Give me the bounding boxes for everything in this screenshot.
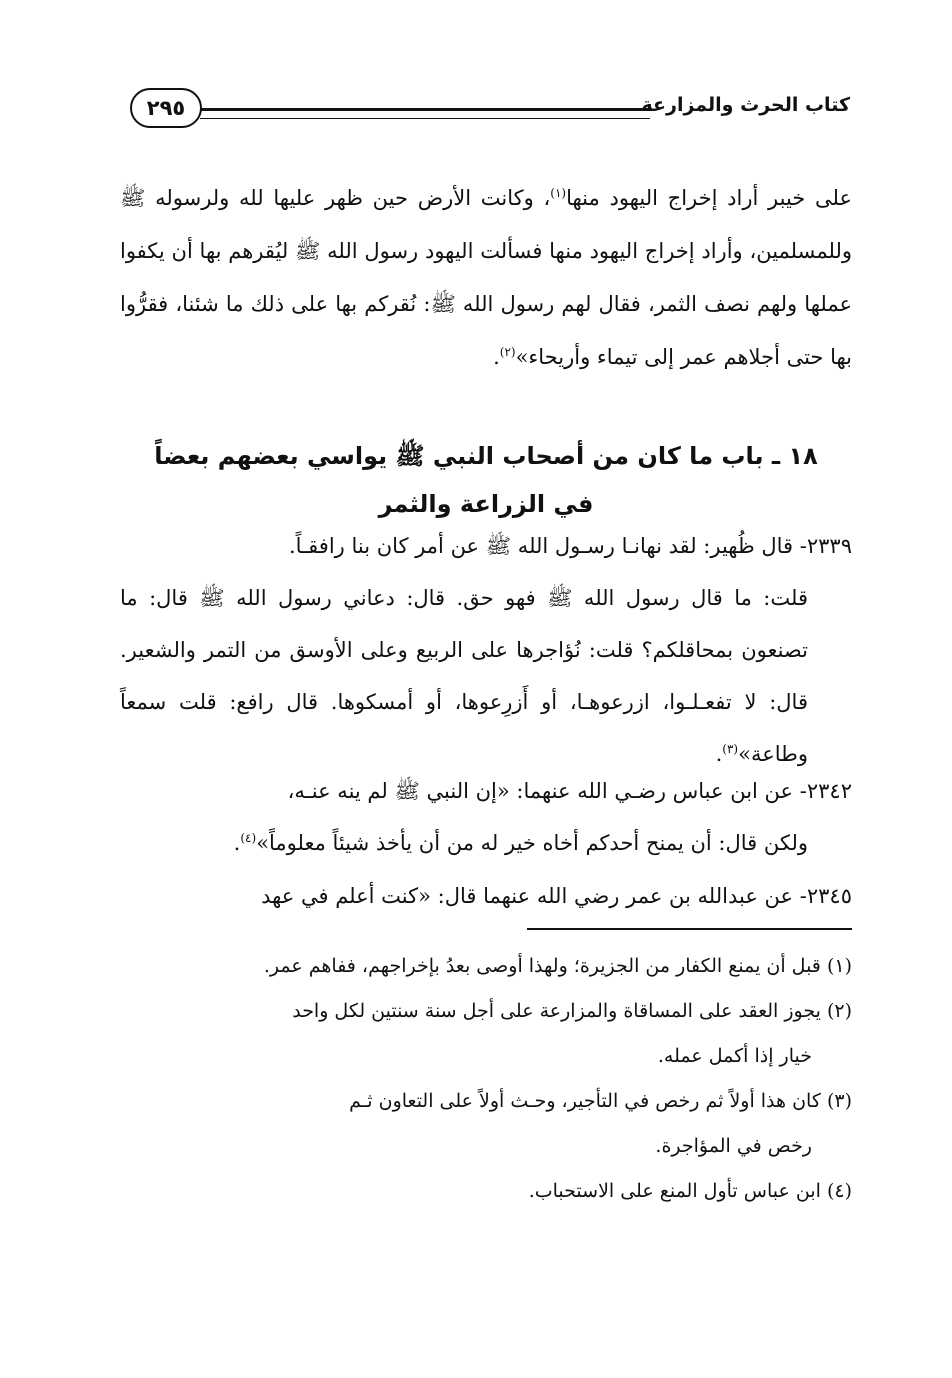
chapter-title: كتاب الحرث والمزارعة [641, 94, 850, 116]
page-number: ٢٩٥ [130, 88, 202, 128]
footnote-3 [120, 1079, 852, 1169]
hadith-number: ٢٣٤٢- [799, 779, 852, 803]
intro-paragraph [120, 172, 852, 384]
page-header [130, 86, 850, 136]
hadith-end: . [233, 831, 241, 855]
hadith-first-line: عن ابن عباس رضـي الله عنهما: «إن النبي ﷺ لم ينه عنـه، [287, 779, 794, 803]
footnote-marker: (٣) [826, 1090, 852, 1112]
hadith-2339 [120, 520, 852, 780]
footnote-continuation: رخص في المؤاجرة. [655, 1135, 812, 1157]
footnote-2 [120, 989, 852, 1079]
intro-text-2: ، وكانت الأرض حين ظهر عليها لله ولرسوله ﷺ وللمسلمين، وأراد إخراج اليهود منها فسألت اليهود رسول الله ﷺ ليُقرهم بها أن يكفوا عملها ولهم نصف الثمر، فقال لهم رسول الله ﷺ: نُقركم بها على ذلك ما شئنا، فقرُّوا بها حتى أجلاهم عمر إلى تيماء وأريحاء» [120, 186, 852, 369]
footnote-ref-1[interactable]: (١) [550, 186, 567, 200]
footnote-4 [120, 1169, 852, 1214]
footnote-1 [120, 944, 852, 989]
footnote-text: قبل أن يمنع الكفار من الجزيرة؛ ولهذا أوصى بعدُ بإخراجهم، ففاهم عمر. [263, 955, 821, 977]
header-rule [200, 108, 650, 119]
hadith-2345 [120, 870, 852, 922]
footnote-ref-4[interactable]: (٤) [240, 831, 257, 845]
footnote-ref-3[interactable]: (٣) [722, 742, 739, 756]
hadith-2342 [120, 765, 852, 869]
footnote-continuation: خيار إذا أكمل عمله. [657, 1045, 812, 1067]
footnote-marker: (١) [826, 955, 852, 977]
hadith-first-line: عن عبدالله بن عمر رضي الله عنهما قال: «كنت أعلم في عهد [261, 884, 794, 908]
footnote-text: كان هذا أولاً ثم رخص في التأجير، وحـث أولاً على التعاون ثـم [349, 1090, 821, 1112]
hadith-end: . [715, 742, 723, 766]
hadith-number: ٢٣٤٥- [799, 884, 852, 908]
footnote-text: يجوز العقد على المساقاة والمزارعة على أجل سنة سنتين لكل واحد [292, 1000, 821, 1022]
footnote-marker: (٢) [826, 1000, 852, 1022]
footnote-text: ابن عباس تأول المنع على الاستحباب. [528, 1180, 821, 1202]
hadith-first-line: قال ظُهير: لقد نهانـا رسـول الله ﷺ عن أمر كان بنا رافقـاً. [288, 534, 794, 558]
section-heading: ١٨ ـ باب ما كان من أصحاب النبي ﷺ يواسي بعضهم بعضاً في الزراعة والثمر [154, 442, 818, 518]
footnotes [120, 944, 852, 1214]
footnote-marker: (٤) [826, 1180, 852, 1202]
hadith-text: قلت: ما قال رسول الله ﷺ فهو حق. قال: دعاني رسول الله ﷺ قال: ما تصنعون بمحاقلكم؟ قلت: نُؤاجرها على الربيع وعلى الأوسق من التمر والشعير. قال: لا تفعـلـوا، ازرعوهـا، أو أَزرِعوها، أو أمسكوها. قال رافع: قلت سمعاً وطاعة» [120, 586, 808, 766]
hadith-text: ولكن قال: أن يمنح أحدكم أخاه خير له من أن يأخذ شيئاً معلوماً» [256, 831, 808, 855]
hadith-number: ٢٣٣٩- [799, 534, 852, 558]
footnote-ref-2[interactable]: (٢) [499, 345, 516, 359]
footnote-divider [527, 928, 852, 930]
intro-end: . [493, 345, 500, 369]
intro-text-1: على خيبر أراد إخراج اليهود منها [566, 186, 852, 210]
